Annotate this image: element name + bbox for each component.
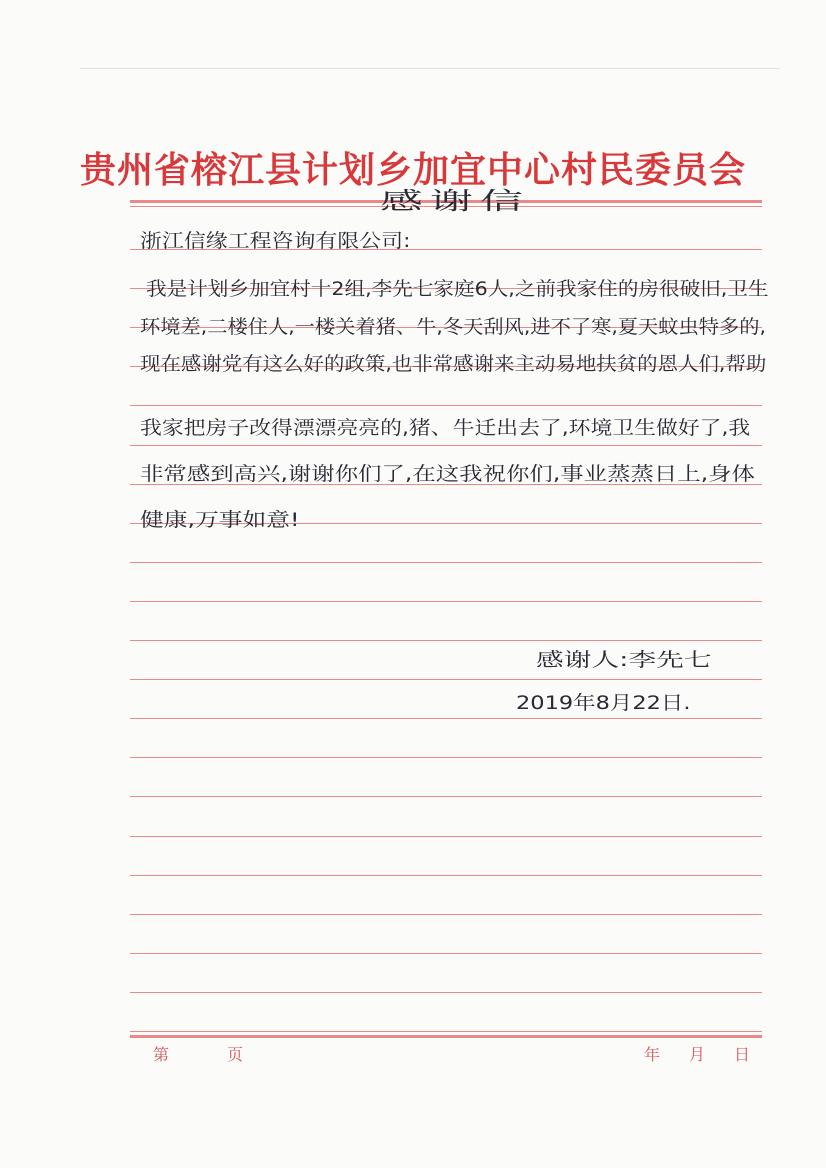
body-line-6: 健康,万事如意!	[140, 509, 300, 531]
salutation: 浙江信缘工程咨询有限公司:	[140, 230, 411, 252]
ruled-line	[130, 718, 762, 719]
ruled-line	[130, 562, 762, 563]
body-line-5: 非常感到高兴,谢谢你们了,在这我祝你们,事业蒸蒸日上,身体	[140, 463, 755, 485]
ruled-line	[130, 757, 762, 758]
letterhead-title: 贵州省榕江县计划乡加宜中心村民委员会	[79, 149, 746, 191]
body-line-3: 现在感谢党有这么好的政策,也非常感谢来主动易地扶贫的恩人们,帮助	[140, 353, 767, 375]
ruled-line	[130, 953, 762, 954]
footer-page-prefix: 第	[153, 1045, 170, 1064]
footer-page-suffix: 页	[227, 1045, 244, 1064]
body-line-4: 我家把房子改得漂漂亮亮的,猪、牛迁出去了,环境卫生做好了,我	[140, 417, 751, 439]
ruled-line	[130, 679, 762, 680]
footer-rule-thick	[130, 1035, 762, 1038]
ruled-line	[130, 445, 762, 446]
footer-year: 年	[644, 1045, 661, 1064]
ruled-line	[130, 992, 762, 993]
ruled-line	[130, 640, 762, 641]
scan-artifact-line	[80, 68, 780, 69]
letter-date: 2019年8月22日.	[516, 692, 691, 714]
footer-rule-thin	[130, 1031, 762, 1032]
ruled-line	[130, 601, 762, 602]
ruled-line	[130, 405, 762, 406]
body-line-1: 我是计划乡加宜村十2组,李先七家庭6人,之前我家住的房很破旧,卫生	[146, 278, 769, 300]
footer-day: 日	[734, 1045, 751, 1064]
ruled-line	[130, 836, 762, 837]
ruled-line	[130, 796, 762, 797]
letter-title: 感谢信	[380, 187, 531, 215]
body-line-2: 环境差,二楼住人,一楼关着猪、牛,冬天刮风,进不了寒,夏天蚊虫特多的,	[140, 316, 767, 338]
footer-month: 月	[689, 1045, 706, 1064]
ruled-line	[130, 875, 762, 876]
signature: 感谢人:李先七	[536, 649, 712, 671]
ruled-line	[130, 914, 762, 915]
